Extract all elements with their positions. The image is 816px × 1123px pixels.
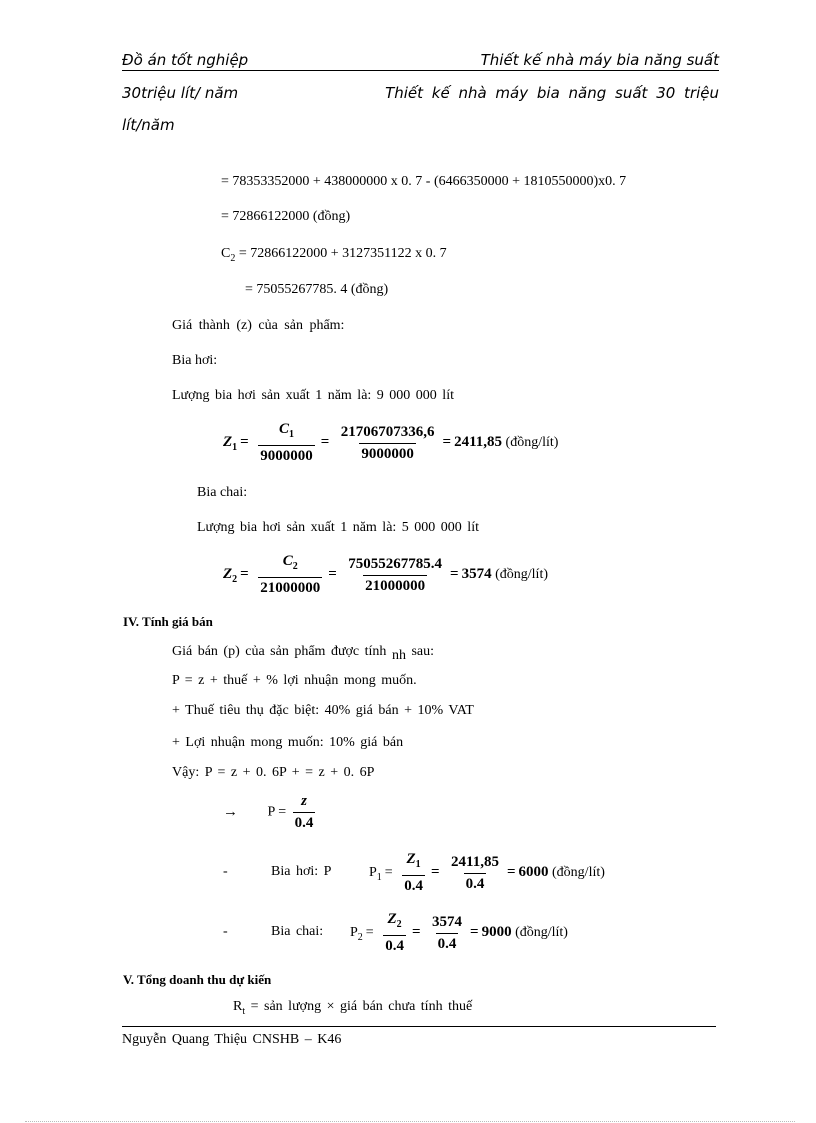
calc-line-4: = 75055267785. 4 (đồng) bbox=[245, 282, 389, 297]
header-line3: lít/năm bbox=[122, 116, 175, 134]
header-line2-left: 30triệu lít/ năm bbox=[122, 84, 239, 102]
price-thus: Vậy: P = z + 0. 6P + = z + 0. 6P bbox=[172, 765, 375, 780]
p1-label: Bia hơi: P bbox=[271, 864, 332, 879]
revenue-heading: V. Tổng doanh thu dự kiến bbox=[123, 972, 272, 987]
calc-line-2: = 72866122000 (đồng) bbox=[221, 209, 351, 224]
header-right: Thiết kế nhà máy bia năng suất bbox=[480, 51, 719, 69]
price-profit: + Lợi nhuận mong muốn: 10% giá bán bbox=[172, 735, 404, 750]
z1-formula: $Z_1$ = $\frac{C_1}{9000000}$ = $\frac{21706707336,6}{9000000}$ = 2411,85 (đồng/lít) bbox=[223, 421, 559, 464]
bia-hoi-quantity: Lượng bia hơi sản xuất 1 năm là: 9 000 000 lít bbox=[172, 388, 454, 403]
bia-hoi-label: Bia hơi: bbox=[172, 353, 218, 368]
bia-chai-label: Bia chai: bbox=[197, 485, 248, 500]
header-rule bbox=[122, 70, 719, 71]
p2-label: Bia chai: bbox=[271, 924, 324, 939]
bia-chai-quantity: Lượng bia hơi sản xuất 1 năm là: 5 000 000 lít bbox=[197, 520, 479, 535]
footer-rule bbox=[122, 1026, 716, 1027]
calc-line-1: = 78353352000 + 438000000 x 0. 7 - (6466350000 + 1810550000)x0. 7 bbox=[221, 174, 627, 189]
price-intro: Giá bán (p) của sản phẩm được tính nh sau: bbox=[172, 644, 434, 663]
p2-formula: $P_2$ = $\frac{Z_2}{0.4}$ = $\frac{3574}{0.4}$ = 9000 (đồng/lít) bbox=[350, 911, 568, 954]
footer-author: Nguyễn Quang Thiệu CNSHB – K46 bbox=[122, 1032, 342, 1047]
price-formula: P = z + thuế + % lợi nhuận mong muốn. bbox=[172, 673, 417, 688]
calc-c2-line: $C_2 = 72866122000 + 3127351122$ x 0. 7 bbox=[221, 246, 447, 264]
price-heading: IV. Tính giá bán bbox=[123, 614, 213, 629]
header-line2-right: Thiết kế nhà máy bia năng suất 30 triệu bbox=[385, 84, 719, 102]
p1-formula: $P_1$ = $\frac{Z_1}{0.4}$ = $\frac{2411,85}{0.4}$ = 6000 (đồng/lít) bbox=[369, 851, 605, 894]
revenue-formula: $R_t$ = sản lượng × giá bán chưa tính thuế bbox=[233, 999, 473, 1017]
header-left: Đồ án tốt nghiệp bbox=[122, 51, 249, 69]
page-edge-divider bbox=[25, 1121, 795, 1122]
p2-dash: - bbox=[223, 924, 228, 939]
arrow-icon: → bbox=[223, 803, 238, 820]
p1-dash: - bbox=[223, 864, 228, 879]
cost-heading: Giá thành (z) của sản phẩm: bbox=[172, 318, 345, 333]
price-tax: + Thuế tiêu thụ đặc biệt: 40% giá bán + 10% VAT bbox=[172, 703, 474, 718]
p-formula: → P = $\frac{z}{0.4}$ bbox=[223, 793, 314, 831]
z2-formula: $Z_2$ = $\frac{C_2}{21000000}$ = $\frac{75055267785.4}{21000000}$ = 3574 (đồng/lít) bbox=[223, 553, 548, 596]
